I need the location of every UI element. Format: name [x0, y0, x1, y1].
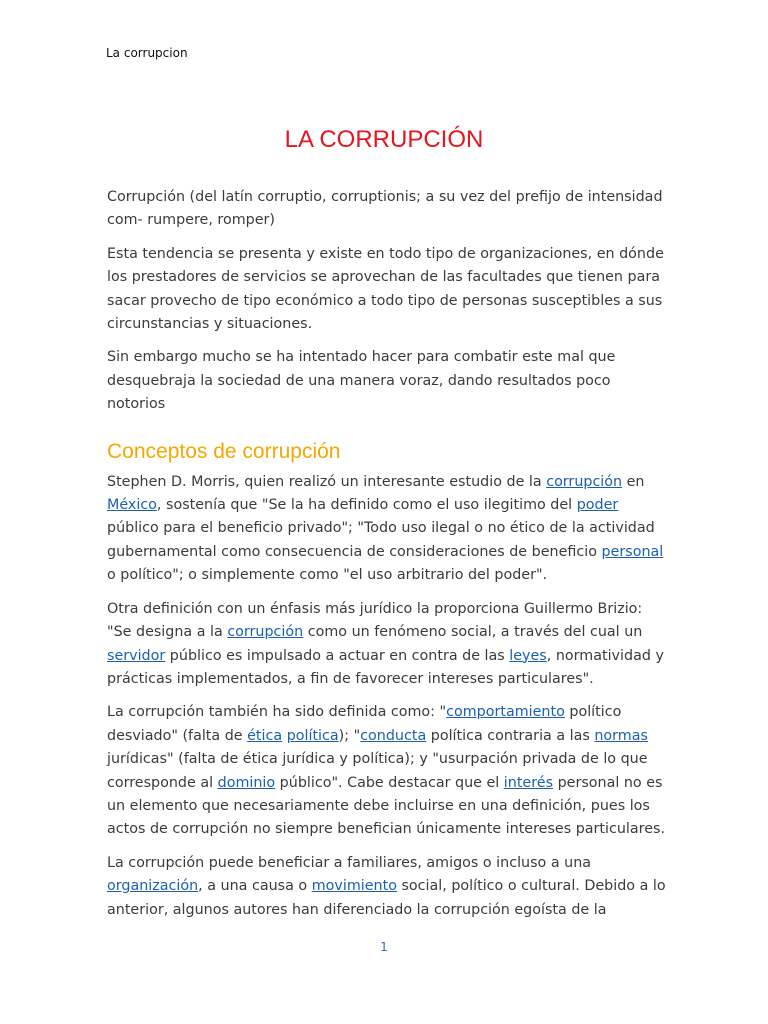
intro-paragraph-3: Sin embargo mucho se ha intentado hacer para combatir este mal que desquebraja la sociedad de una manera voraz, dando resultados poco notorios	[107, 349, 616, 413]
document-body	[107, 186, 667, 932]
text-span: social, político o cultural. Debido a lo anterior, algunos autores han diferenciado la corrupción egoísta de la	[107, 878, 666, 918]
text-span: ); "	[338, 727, 361, 744]
text-span: La corrupción también ha sido definida como: "	[107, 704, 447, 721]
link-poder[interactable]: poder	[576, 497, 619, 514]
link-etica[interactable]: ética	[247, 727, 283, 744]
text-span: personal no es un elemento que necesariamente debe incluirse en una definición, pues los actos de corrupción no siempre benefician únicamente intereses particulares.	[107, 774, 666, 838]
text-span: político desviado" (falta de	[107, 704, 622, 744]
text-span: jurídicas" (falta de ética jurídica y política); y "usurpación privada de lo que corresponde al	[107, 751, 648, 791]
link-corrupcion[interactable]: corrupción	[227, 624, 304, 641]
text-span: Otra definición con un énfasis más jurídico la proporciona Guillermo Brizio: "Se designa a la	[107, 600, 643, 641]
link-personal[interactable]: personal	[601, 543, 664, 560]
text-span: público es impulsado a actuar en contra de las	[165, 647, 510, 664]
intro-paragraph-2: Esta tendencia se presenta y existe en todo tipo de organizaciones, en dónde los prestadores de servicios se aprovechan de las facultades que tienen para sacar provecho de tipo económico a todo tipo de personas susceptibles a sus circunstancias y situaciones.	[107, 245, 664, 333]
link-servidor[interactable]: servidor	[107, 647, 166, 664]
page-number: 1	[380, 940, 388, 954]
text-span: como un fenómeno social, a través del cual un	[303, 624, 643, 641]
link-interes[interactable]: interés	[503, 774, 554, 791]
text-span: Stephen D. Morris, quien realizó un interesante estudio de la	[107, 473, 547, 490]
text-span: o político"; o simplemente como "el uso arbitrario del poder".	[107, 567, 548, 584]
link-comportamiento[interactable]: comportamiento	[446, 704, 565, 721]
text-span: La corrupción puede beneficiar a familiares, amigos o incluso a una	[107, 854, 592, 871]
link-movimiento[interactable]: movimiento	[311, 878, 397, 895]
link-leyes[interactable]: leyes	[509, 647, 547, 664]
text-span: en	[622, 473, 645, 490]
link-corrupcion[interactable]: corrupción	[546, 473, 623, 490]
text-span: , normatividad y prácticas implementados, a fin de favorecer intereses particulares".	[107, 647, 664, 687]
link-dominio[interactable]: dominio	[217, 774, 276, 791]
link-normas[interactable]: normas	[594, 727, 648, 744]
link-organizacion[interactable]: organización	[107, 878, 199, 895]
running-header: La corrupcion	[106, 46, 188, 60]
paragraph-definitions	[107, 701, 667, 841]
link-politica[interactable]: política	[286, 727, 339, 744]
intro-paragraph-1: Corrupción (del latín corruptio, corruptionis; a su vez del prefijo de intensidad com- rumpere, romper)	[107, 189, 663, 229]
text-span: política contraria a las	[426, 727, 595, 744]
section-heading: Conceptos de corrupción	[107, 439, 341, 463]
paragraph-morris	[107, 471, 667, 588]
text-span: público". Cabe destacar que el	[275, 774, 504, 791]
text-span: , a una causa o	[198, 878, 312, 895]
paragraph-brizio	[107, 598, 667, 692]
text-span: público para el beneficio privado"; "Todo uso ilegal o no ético de la actividad gubernamental como consecuencia de consideraciones de beneficio	[107, 520, 655, 560]
text-span: , sostenía que "Se la ha definido como el uso ilegitimo del	[156, 497, 577, 514]
document-title: LA CORRUPCIÓN	[284, 126, 484, 153]
paragraph-beneficiaries	[107, 852, 667, 922]
link-conducta[interactable]: conducta	[360, 727, 427, 744]
link-mexico[interactable]: México	[107, 497, 157, 514]
